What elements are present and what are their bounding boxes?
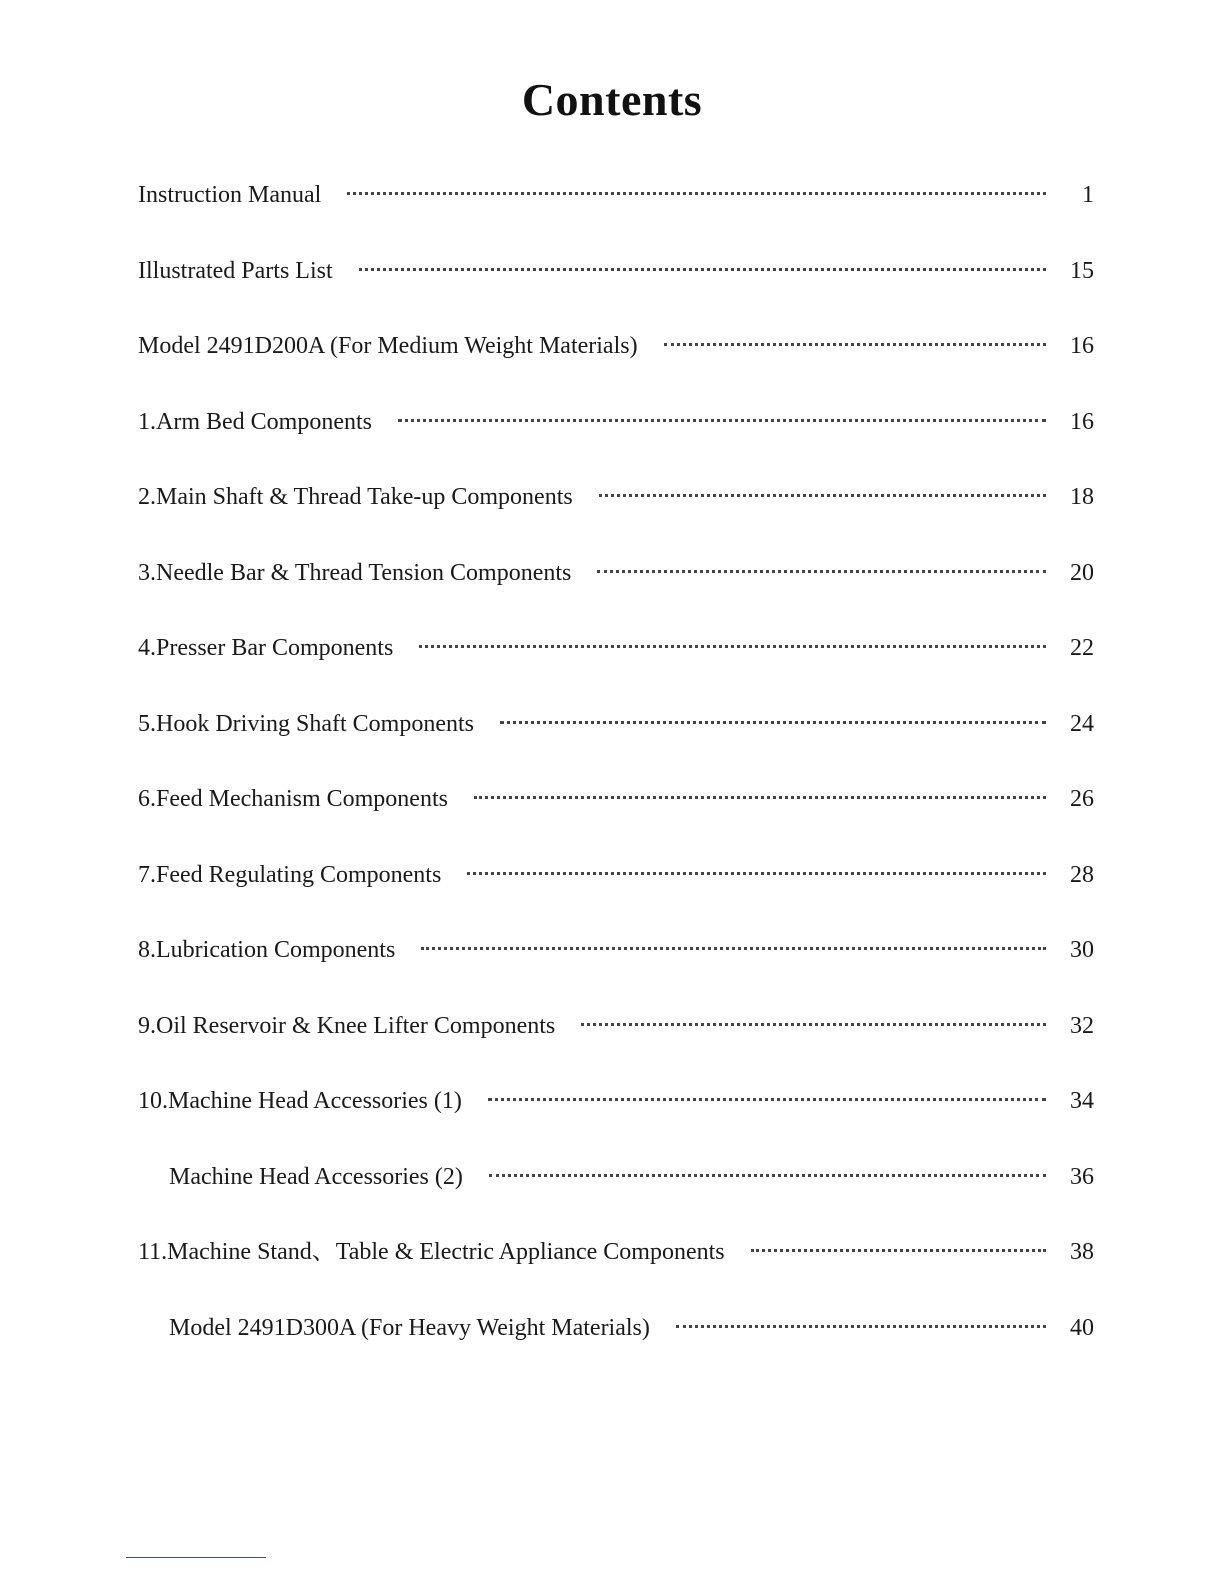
toc-dot-leader	[398, 419, 1046, 422]
toc-entry-page: 26	[1070, 786, 1094, 812]
toc-entry[interactable]	[138, 392, 1094, 468]
toc-entry[interactable]	[138, 1298, 1094, 1374]
toc-entry[interactable]	[138, 316, 1094, 392]
toc-entry[interactable]	[138, 241, 1094, 317]
toc-entry-label: 10.Machine Head Accessories (1)	[138, 1088, 462, 1114]
toc-entry-page: 30	[1070, 937, 1094, 963]
toc-entry-page: 24	[1070, 710, 1094, 737]
toc-dot-leader	[676, 1325, 1046, 1328]
toc-entry[interactable]	[138, 996, 1094, 1072]
toc-dot-leader	[488, 1098, 1046, 1101]
toc-entry-label: Instruction Manual	[138, 182, 322, 208]
toc-dot-leader	[359, 268, 1046, 271]
toc-entry-page: 22	[1070, 635, 1094, 661]
toc-dot-leader	[421, 947, 1046, 950]
toc-entry-page: 40	[1070, 1314, 1094, 1341]
toc-dot-leader	[489, 1174, 1046, 1177]
toc-dot-leader	[751, 1249, 1046, 1252]
toc-entry[interactable]	[138, 1071, 1094, 1147]
toc-entry-page: 15	[1070, 257, 1094, 284]
toc-dot-leader	[599, 494, 1046, 497]
toc-entry[interactable]	[138, 1222, 1094, 1298]
toc-entry[interactable]	[138, 845, 1094, 921]
toc-entry-page: 36	[1070, 1163, 1094, 1190]
toc-entry-page: 16	[1070, 408, 1094, 435]
toc-entry[interactable]	[138, 543, 1094, 619]
toc-entry-page: 18	[1070, 484, 1094, 510]
toc-dot-leader	[474, 796, 1046, 799]
toc-entry[interactable]	[138, 769, 1094, 845]
toc-entry-label: 1.Arm Bed Components	[138, 408, 372, 435]
toc-entry-label: Machine Head Accessories (2)	[169, 1163, 463, 1190]
toc-entry-label: 4.Presser Bar Components	[138, 635, 394, 661]
toc-dot-leader	[597, 570, 1046, 573]
toc-entry-page: 38	[1070, 1239, 1094, 1265]
toc-dot-leader	[419, 645, 1046, 648]
toc-entry-page: 20	[1070, 559, 1094, 586]
toc-entry-label: 6.Feed Mechanism Components	[138, 786, 448, 812]
toc-entry[interactable]	[138, 165, 1094, 241]
toc-entry-page: 32	[1070, 1012, 1094, 1039]
toc-entry-label: 9.Oil Reservoir & Knee Lifter Components	[138, 1012, 556, 1039]
toc-dot-leader	[500, 721, 1046, 724]
toc-entry-page: 34	[1070, 1088, 1094, 1114]
toc-dot-leader	[581, 1023, 1046, 1026]
toc-dot-leader	[467, 872, 1046, 875]
toc-dot-leader	[664, 343, 1046, 346]
toc-entry[interactable]	[138, 1147, 1094, 1223]
toc-entry-page: 16	[1070, 333, 1094, 359]
toc-entry-label: 11.Machine Stand、Table & Electric Appliance Components	[138, 1239, 725, 1265]
toc-entry-label: 5.Hook Driving Shaft Components	[138, 710, 474, 737]
toc-entry-label: 7.Feed Regulating Components	[138, 861, 442, 888]
toc-entry-label: 3.Needle Bar & Thread Tension Components	[138, 559, 572, 586]
toc-entry-label: Illustrated Parts List	[138, 257, 333, 284]
table-of-contents	[138, 165, 1094, 1373]
page-title: Contents	[521, 73, 703, 125]
toc-entry-label: 2.Main Shaft & Thread Take-up Components	[138, 484, 573, 510]
toc-entry[interactable]	[138, 618, 1094, 694]
footer-rule	[126, 1557, 266, 1558]
toc-entry-page: 1	[1082, 182, 1094, 208]
toc-entry[interactable]	[138, 920, 1094, 996]
toc-entry-label: Model 2491D300A (For Heavy Weight Materials)	[169, 1314, 650, 1341]
toc-entry-page: 28	[1070, 861, 1094, 888]
toc-dot-leader	[347, 192, 1046, 195]
toc-entry[interactable]	[138, 467, 1094, 543]
toc-entry-label: 8.Lubrication Components	[138, 937, 396, 963]
toc-entry[interactable]	[138, 694, 1094, 770]
toc-entry-label: Model 2491D200A (For Medium Weight Materials)	[138, 333, 638, 359]
